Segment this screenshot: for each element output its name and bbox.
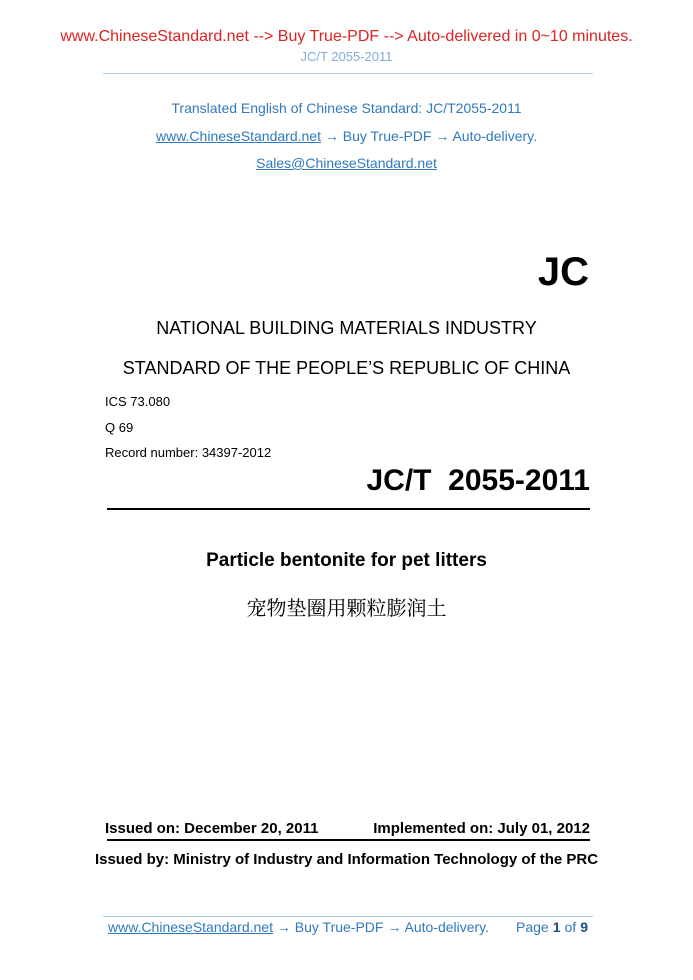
page-current: 1	[552, 919, 561, 935]
email-line	[0, 155, 693, 171]
page-footer	[108, 919, 590, 935]
buy-link-line	[0, 128, 693, 144]
page-of-label: of	[564, 919, 577, 935]
record-number: Record number: 34397-2012	[105, 445, 272, 460]
dates-row	[105, 820, 590, 837]
promo-banner: www.ChineseStandard.net --> Buy True-PDF --> Auto-delivered in 0~10 minutes.	[60, 28, 633, 45]
standard-title-english: Particle bentonite for pet litters	[206, 550, 487, 571]
org-line-2: STANDARD OF THE PEOPLE’S REPUBLIC OF CHINA	[122, 358, 571, 378]
sales-email-link[interactable]: Sales@ChineseStandard.net	[256, 155, 437, 171]
footer-line-text: → Buy True-PDF → Auto-delivery.	[273, 919, 490, 935]
page-total: 9	[580, 919, 588, 935]
footer-link-line	[108, 919, 489, 935]
header-doc-number: JC/T 2055-2011	[300, 49, 393, 64]
org-line-1: NATIONAL BUILDING MATERIALS INDUSTRY	[156, 318, 537, 338]
classification-code: Q 69	[105, 420, 134, 435]
jc-logo: JC	[537, 250, 589, 294]
issued-date: Issued on: December 20, 2011	[105, 820, 319, 837]
footer-rule	[103, 916, 593, 917]
standard-title-chinese: 宠物垫圈用颗粒膨润土	[246, 596, 447, 620]
title-rule-top	[107, 508, 590, 510]
translated-line: Translated English of Chinese Standard: JC/T2055-2011	[171, 100, 522, 116]
header-rule	[103, 73, 593, 74]
buy-line-text: → Buy True-PDF → Auto-delivery.	[320, 128, 538, 144]
ics-code: ICS 73.080	[105, 394, 171, 409]
footer-website-link[interactable]: www.ChineseStandard.net	[108, 919, 273, 935]
implemented-date: Implemented on: July 01, 2012	[373, 820, 590, 837]
standard-code: JC/T 2055-2011	[366, 464, 590, 497]
page-indicator	[514, 919, 590, 935]
page-label: Page	[516, 919, 549, 935]
issuing-authority: Issued by: Ministry of Industry and Information Technology of the PRC	[94, 851, 599, 868]
dates-rule	[107, 839, 590, 841]
website-link[interactable]: www.ChineseStandard.net	[155, 128, 321, 144]
